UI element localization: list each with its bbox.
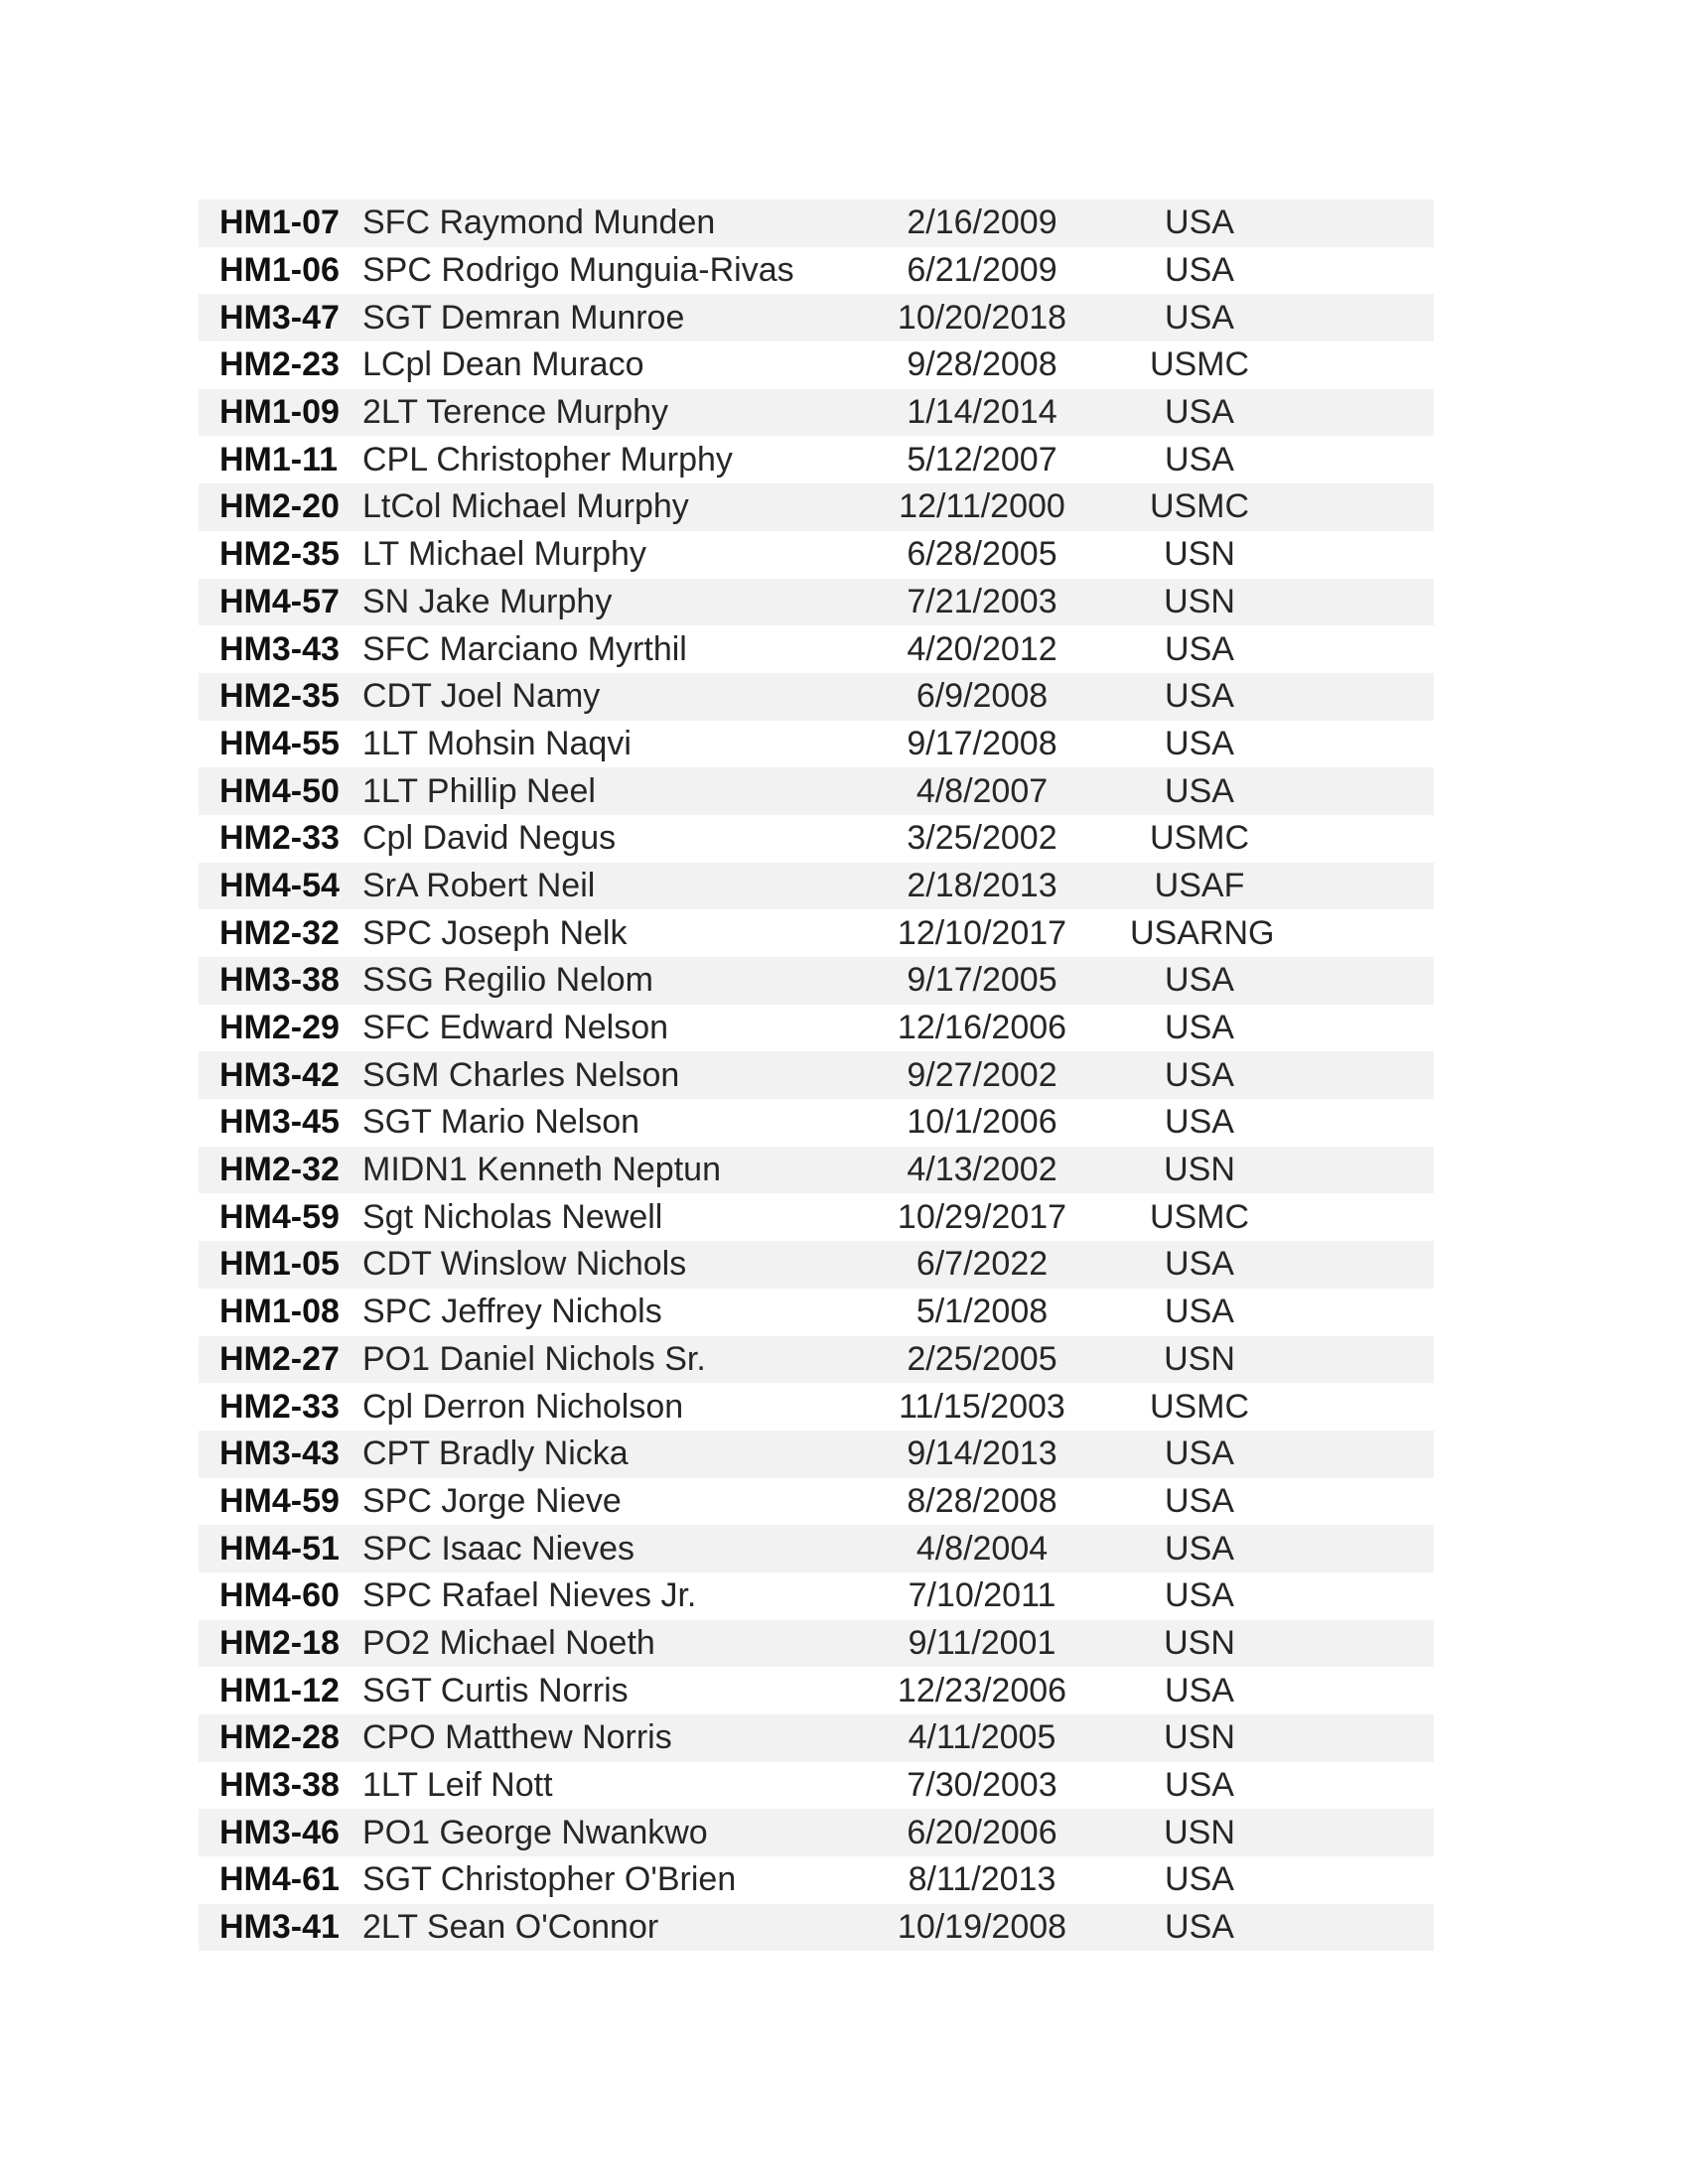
date-cell: 2/18/2013 xyxy=(907,866,1057,904)
location-cell: HM4-51 xyxy=(219,1529,340,1568)
location-cell: HM2-32 xyxy=(219,913,340,952)
branch-cell: USN xyxy=(1164,1151,1235,1189)
location-cell: HM3-46 xyxy=(219,1813,340,1851)
roster-table xyxy=(199,200,1434,1951)
name-cell: SPC Jorge Nieve xyxy=(362,1481,622,1520)
location-cell: HM3-41 xyxy=(219,1908,340,1947)
branch-cell: USN xyxy=(1164,1339,1235,1378)
branch-cell: USA xyxy=(1165,1009,1234,1047)
location-cell: HM2-27 xyxy=(219,1339,340,1378)
table-row xyxy=(199,1620,1434,1668)
location-cell: HM1-05 xyxy=(219,1245,340,1284)
name-cell: SPC Joseph Nelk xyxy=(362,913,628,952)
location-cell: HM3-38 xyxy=(219,961,340,1000)
branch-cell: USA xyxy=(1165,961,1234,1000)
date-cell: 9/14/2013 xyxy=(907,1434,1057,1473)
date-cell: 8/11/2013 xyxy=(908,1860,1056,1899)
name-cell: SPC Isaac Nieves xyxy=(362,1529,634,1568)
name-cell: PO1 Daniel Nichols Sr. xyxy=(362,1339,706,1378)
table-row xyxy=(199,1241,1434,1289)
branch-cell: USA xyxy=(1165,1766,1234,1805)
date-cell: 4/13/2002 xyxy=(907,1151,1057,1189)
name-cell: CDT Winslow Nichols xyxy=(362,1245,687,1284)
name-cell: SGT Christopher O'Brien xyxy=(362,1860,737,1899)
location-cell: HM1-07 xyxy=(219,204,340,242)
table-row xyxy=(199,625,1434,673)
location-cell: HM3-45 xyxy=(219,1103,340,1142)
table-row xyxy=(199,1147,1434,1194)
name-cell: CPL Christopher Murphy xyxy=(362,440,733,478)
date-cell: 10/20/2018 xyxy=(897,298,1067,337)
date-cell: 12/23/2006 xyxy=(897,1671,1067,1709)
table-row xyxy=(199,1099,1434,1147)
branch-cell: USA xyxy=(1165,1103,1234,1142)
name-cell: SrA Robert Neil xyxy=(362,866,596,904)
table-row xyxy=(199,767,1434,815)
location-cell: HM1-06 xyxy=(219,251,340,290)
date-cell: 10/1/2006 xyxy=(907,1103,1057,1142)
date-cell: 6/7/2022 xyxy=(915,1245,1049,1284)
date-cell: 7/21/2003 xyxy=(907,582,1057,620)
name-cell: CPT Bradly Nicka xyxy=(362,1434,629,1473)
branch-cell: USN xyxy=(1164,535,1235,574)
branch-cell: USN xyxy=(1164,1623,1235,1662)
name-cell: CDT Joel Namy xyxy=(362,677,601,716)
date-cell: 9/11/2001 xyxy=(908,1623,1056,1662)
name-cell: PO1 George Nwankwo xyxy=(362,1813,708,1851)
table-row xyxy=(199,1667,1434,1714)
location-cell: HM4-59 xyxy=(219,1197,340,1236)
name-cell: SSG Regilio Nelom xyxy=(362,961,653,1000)
location-cell: HM2-35 xyxy=(219,535,340,574)
date-cell: 9/28/2008 xyxy=(907,345,1057,384)
table-row xyxy=(199,1525,1434,1572)
name-cell: SPC Rafael Nieves Jr. xyxy=(362,1576,697,1615)
location-cell: HM2-28 xyxy=(219,1718,340,1757)
name-cell: SFC Marciano Myrthil xyxy=(362,629,687,668)
location-cell: HM2-35 xyxy=(219,677,340,716)
table-row xyxy=(199,247,1434,295)
date-cell: 3/25/2002 xyxy=(907,819,1057,858)
location-cell: HM4-57 xyxy=(219,582,340,620)
branch-cell: USA xyxy=(1165,1908,1234,1947)
date-cell: 11/15/2003 xyxy=(899,1387,1065,1426)
table-row xyxy=(199,863,1434,910)
branch-cell: USA xyxy=(1165,629,1234,668)
name-cell: Sgt Nicholas Newell xyxy=(362,1197,663,1236)
table-row xyxy=(199,721,1434,768)
table-row xyxy=(199,1478,1434,1526)
branch-cell: USA xyxy=(1165,393,1234,432)
date-cell: 4/11/2005 xyxy=(908,1718,1056,1757)
location-cell: HM1-09 xyxy=(219,393,340,432)
name-cell: 1LT Leif Nott xyxy=(362,1766,553,1805)
branch-cell: USA xyxy=(1165,1481,1234,1520)
branch-cell: USMC xyxy=(1149,1387,1250,1426)
branch-cell: USA xyxy=(1165,1671,1234,1709)
branch-cell: USA xyxy=(1165,1245,1234,1284)
branch-cell: USARNG xyxy=(1130,913,1275,952)
name-cell: Cpl Derron Nicholson xyxy=(362,1387,684,1426)
branch-cell: USA xyxy=(1165,677,1234,716)
branch-cell: USMC xyxy=(1149,819,1250,858)
table-row xyxy=(199,1051,1434,1099)
table-row xyxy=(199,294,1434,341)
location-cell: HM4-61 xyxy=(219,1860,340,1899)
location-cell: HM4-60 xyxy=(219,1576,340,1615)
location-cell: HM2-33 xyxy=(219,1387,340,1426)
date-cell: 2/25/2005 xyxy=(907,1339,1057,1378)
table-row xyxy=(199,1289,1434,1336)
name-cell: 2LT Sean O'Connor xyxy=(362,1908,659,1947)
table-row xyxy=(199,579,1434,626)
name-cell: MIDN1 Kenneth Neptun xyxy=(362,1151,721,1189)
location-cell: HM2-23 xyxy=(219,345,340,384)
date-cell: 1/14/2014 xyxy=(907,393,1057,432)
table-row xyxy=(199,673,1434,721)
location-cell: HM1-12 xyxy=(219,1671,340,1709)
name-cell: LT Michael Murphy xyxy=(362,535,646,574)
date-cell: 6/21/2009 xyxy=(907,251,1057,290)
table-row xyxy=(199,1431,1434,1478)
location-cell: HM2-20 xyxy=(219,487,340,526)
branch-cell: USA xyxy=(1165,298,1234,337)
date-cell: 7/10/2011 xyxy=(908,1576,1056,1615)
table-row xyxy=(199,1572,1434,1620)
branch-cell: USA xyxy=(1165,771,1234,810)
date-cell: 9/27/2002 xyxy=(907,1055,1057,1094)
branch-cell: USA xyxy=(1165,204,1234,242)
table-row xyxy=(199,389,1434,437)
name-cell: SN Jake Murphy xyxy=(362,582,613,620)
name-cell: PO2 Michael Noeth xyxy=(362,1623,655,1662)
table-row xyxy=(199,1005,1434,1052)
date-cell: 6/28/2005 xyxy=(907,535,1057,574)
table-row xyxy=(199,815,1434,863)
branch-cell: USN xyxy=(1164,582,1235,620)
location-cell: HM4-59 xyxy=(219,1481,340,1520)
location-cell: HM4-50 xyxy=(219,771,340,810)
date-cell: 6/9/2008 xyxy=(915,677,1049,716)
location-cell: HM3-43 xyxy=(219,1434,340,1473)
table-row xyxy=(199,1856,1434,1904)
name-cell: SPC Jeffrey Nichols xyxy=(362,1293,662,1331)
location-cell: HM3-38 xyxy=(219,1766,340,1805)
date-cell: 12/10/2017 xyxy=(897,913,1067,952)
branch-cell: USN xyxy=(1164,1718,1235,1757)
branch-cell: USA xyxy=(1165,724,1234,762)
table-row xyxy=(199,1904,1434,1952)
name-cell: SPC Rodrigo Munguia-Rivas xyxy=(362,251,794,290)
name-cell: CPO Matthew Norris xyxy=(362,1718,672,1757)
date-cell: 10/29/2017 xyxy=(897,1197,1067,1236)
name-cell: LtCol Michael Murphy xyxy=(362,487,689,526)
table-row xyxy=(199,1336,1434,1384)
branch-cell: USMC xyxy=(1149,487,1250,526)
location-cell: HM4-55 xyxy=(219,724,340,762)
location-cell: HM2-18 xyxy=(219,1623,340,1662)
location-cell: HM2-33 xyxy=(219,819,340,858)
name-cell: 1LT Mohsin Naqvi xyxy=(362,724,632,762)
location-cell: HM1-08 xyxy=(219,1293,340,1331)
table-row xyxy=(199,1193,1434,1241)
date-cell: 2/16/2009 xyxy=(907,204,1057,242)
name-cell: SGT Demran Munroe xyxy=(362,298,685,337)
branch-cell: USA xyxy=(1165,1293,1234,1331)
table-row xyxy=(199,909,1434,957)
location-cell: HM2-29 xyxy=(219,1009,340,1047)
location-cell: HM4-54 xyxy=(219,866,340,904)
name-cell: SFC Edward Nelson xyxy=(362,1009,669,1047)
table-row xyxy=(199,483,1434,531)
branch-cell: USN xyxy=(1164,1813,1235,1851)
name-cell: 2LT Terence Murphy xyxy=(362,393,669,432)
date-cell: 12/11/2000 xyxy=(899,487,1065,526)
name-cell: SGM Charles Nelson xyxy=(362,1055,680,1094)
branch-cell: USA xyxy=(1165,1434,1234,1473)
date-cell: 6/20/2006 xyxy=(907,1813,1057,1851)
table-row xyxy=(199,436,1434,483)
location-cell: HM2-32 xyxy=(219,1151,340,1189)
location-cell: HM3-42 xyxy=(219,1055,340,1094)
date-cell: 4/8/2007 xyxy=(915,771,1049,810)
date-cell: 5/12/2007 xyxy=(907,440,1057,478)
branch-cell: USA xyxy=(1165,1860,1234,1899)
date-cell: 5/1/2008 xyxy=(915,1293,1049,1331)
table-row xyxy=(199,200,1434,247)
branch-cell: USA xyxy=(1165,1055,1234,1094)
date-cell: 7/30/2003 xyxy=(907,1766,1057,1805)
table-row xyxy=(199,957,1434,1005)
branch-cell: USAF xyxy=(1154,866,1245,904)
name-cell: LCpl Dean Muraco xyxy=(362,345,644,384)
date-cell: 9/17/2005 xyxy=(907,961,1057,1000)
location-cell: HM1-11 xyxy=(219,440,339,478)
date-cell: 12/16/2006 xyxy=(897,1009,1067,1047)
branch-cell: USA xyxy=(1165,1576,1234,1615)
location-cell: HM3-43 xyxy=(219,629,340,668)
table-row xyxy=(199,1762,1434,1810)
name-cell: SGT Curtis Norris xyxy=(362,1671,629,1709)
branch-cell: USA xyxy=(1165,440,1234,478)
table-row xyxy=(199,341,1434,389)
branch-cell: USA xyxy=(1165,1529,1234,1568)
location-cell: HM3-47 xyxy=(219,298,340,337)
branch-cell: USA xyxy=(1165,251,1234,290)
table-row xyxy=(199,1714,1434,1762)
name-cell: SGT Mario Nelson xyxy=(362,1103,640,1142)
name-cell: SFC Raymond Munden xyxy=(362,204,716,242)
branch-cell: USMC xyxy=(1149,345,1250,384)
name-cell: 1LT Phillip Neel xyxy=(362,771,596,810)
date-cell: 9/17/2008 xyxy=(907,724,1057,762)
table-row xyxy=(199,1383,1434,1431)
date-cell: 4/8/2004 xyxy=(915,1529,1049,1568)
table-row xyxy=(199,531,1434,579)
name-cell: Cpl David Negus xyxy=(362,819,617,858)
date-cell: 8/28/2008 xyxy=(907,1481,1057,1520)
branch-cell: USMC xyxy=(1149,1197,1250,1236)
date-cell: 10/19/2008 xyxy=(897,1908,1067,1947)
table-row xyxy=(199,1809,1434,1856)
date-cell: 4/20/2012 xyxy=(907,629,1057,668)
